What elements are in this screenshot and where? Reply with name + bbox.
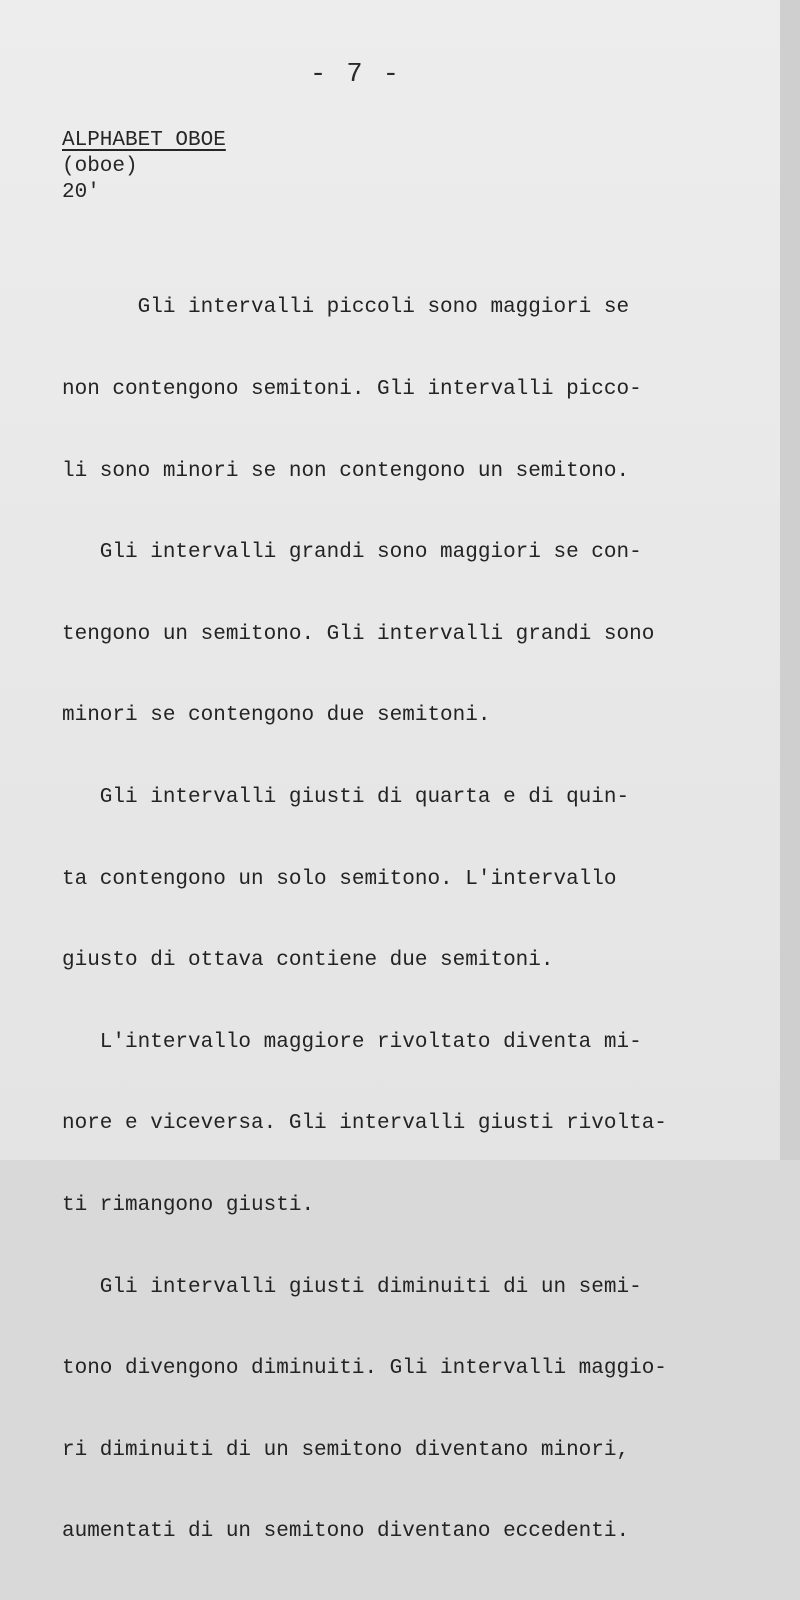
header-block	[62, 128, 226, 206]
body-line: minori se contengono due semitoni.	[62, 704, 491, 728]
body-line: nore e viceversa. Gli intervalli giusti rivolta-	[62, 1112, 667, 1136]
page-edge	[780, 0, 800, 1160]
document-title: ALPHABET OBOE	[62, 129, 226, 152]
duration-label: 20'	[62, 181, 100, 204]
body-line: aumentati di un semitono diventano eccedenti.	[62, 1520, 630, 1544]
body-line: giusto di ottava contiene due semitoni.	[62, 949, 554, 973]
body-line: non contengono semitoni. Gli intervalli picco-	[62, 378, 642, 401]
body-line: Gli intervalli grandi sono maggiori se con-	[62, 541, 642, 565]
body-line: li sono minori se non contengono un semitono.	[62, 459, 630, 483]
body-line: tono divengono diminuiti. Gli intervalli maggio-	[62, 1357, 667, 1381]
page-number: - 7 -	[310, 60, 402, 90]
body-line: tengono un semitono. Gli intervalli grandi sono	[62, 622, 655, 646]
body-line: Gli intervalli giusti diminuiti di un semi-	[62, 1275, 642, 1299]
body-line: ti rimangono giusti.	[62, 1193, 315, 1217]
body-line: ri diminuiti di un semitono diventano minori,	[62, 1438, 630, 1462]
body-line: ta contengono un solo semitono. L'intervallo	[62, 867, 617, 891]
body-line: Gli intervalli piccoli sono maggiori se	[62, 296, 630, 320]
body-text	[62, 240, 722, 1600]
body-line: Gli intervalli giusti di quarta e di quin-	[62, 785, 630, 809]
document-subtitle: (oboe)	[62, 155, 138, 178]
body-line: L'intervallo maggiore rivoltato diventa mi-	[62, 1030, 642, 1054]
